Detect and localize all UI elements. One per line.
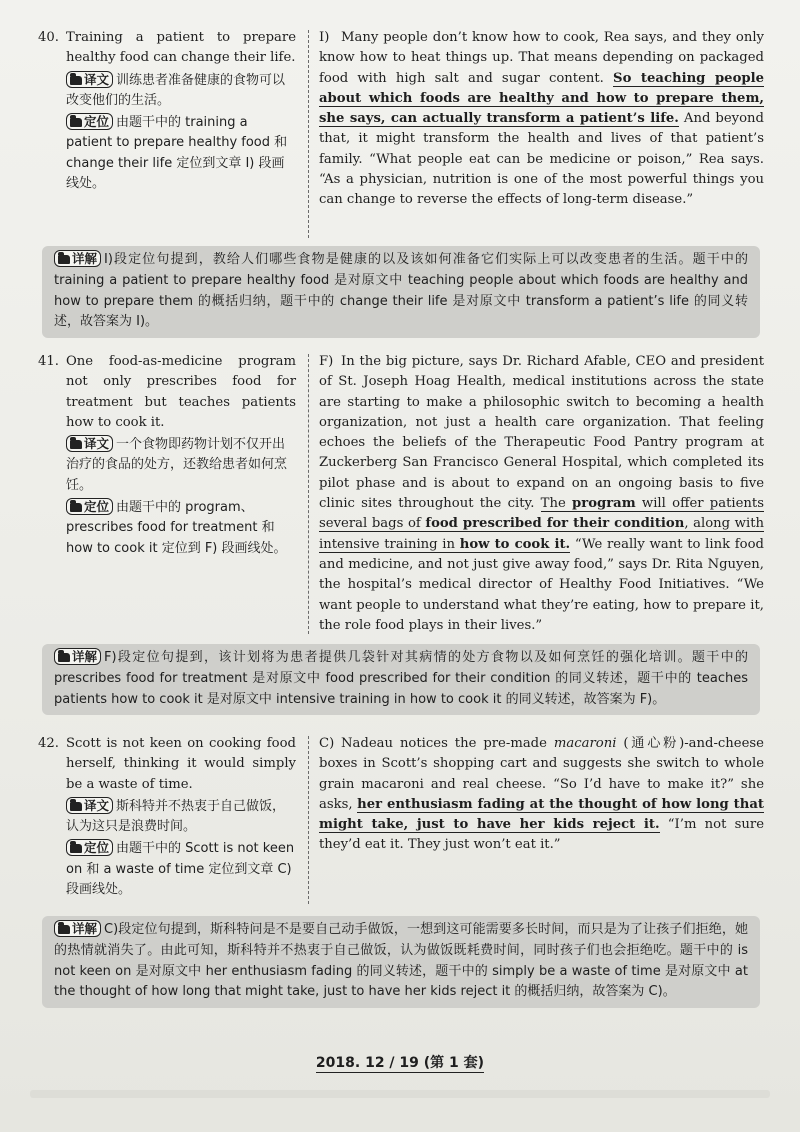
explanation-41: [42, 644, 760, 715]
underlined-sentence: her enthusiasm fading at the thought of how long that might take, just to have her kids reject it.: [319, 796, 764, 833]
question-42-block: [38, 734, 764, 904]
question-number: 42.: [38, 736, 59, 751]
folder-icon: [58, 255, 70, 264]
underlined-phrase: transform a patient’s life.: [486, 111, 679, 127]
explanation-tag: 详解: [54, 648, 101, 665]
locate-tag: 定位: [66, 498, 113, 515]
translation: [38, 435, 296, 496]
translation: [38, 71, 296, 112]
translation-text: 训练患者准备健康的食物可以改变他们的生活。: [66, 72, 286, 108]
folder-icon: [58, 653, 70, 662]
folder-icon: [70, 76, 82, 85]
passage-C: C) Nadeau notices the pre-made macaroni (通心粉)-and-cheese boxes in Scott’s shopping cart and suggests she switch to whole grain macaroni and real cheese. “So I’d have to make it?” she asks, her enthusiasm fading at the thought of how long that might take, just to have her kids reject it. “I’m not sure they’d eat it. They just won’t eat it.”: [319, 736, 764, 853]
page-footer: [0, 1052, 800, 1072]
locate: [38, 839, 296, 900]
translation-text: 斯科特并不热衷于自己做饭，认为这只是浪费时间。: [66, 798, 286, 835]
explanation-text: I)段定位句提到，教给人们哪些食物是健康的以及该如何准备它们实际上可以改变患者的生活。题干中的 training a patient to prepare healthy food 是对原文中 teaching people about which foods are healthy and how to prepare them 的概括归纳，题干中的 change their life 是对原文中 transform a patient’s life 的同义转述，故答案为 I)。: [54, 252, 748, 330]
translation-tag: 译文: [66, 71, 113, 88]
translation: [38, 797, 296, 838]
locate: [38, 498, 296, 559]
bottom-smudge: [30, 1090, 770, 1098]
paragraph-label: F): [319, 354, 334, 369]
explanation-tag: 详解: [54, 920, 101, 937]
question-41-left: [38, 352, 306, 634]
folder-icon: [58, 925, 70, 934]
dashed-divider: [308, 354, 309, 634]
question-40-left: [38, 28, 306, 238]
paragraph-label: I): [319, 30, 330, 45]
underlined-sentence: So teaching people about which foods are healthy and how to prepare them, she says, can actually: [319, 70, 764, 127]
question-text: Scott is not keen on cooking food herself, thinking it would simply be a waste of time.: [66, 736, 296, 792]
folder-icon: [70, 503, 82, 512]
question-42-left: [38, 734, 306, 904]
locate-text: 由题干中的 Scott is not keen on 和 a waste of time 定位到文章 C) 段画线处。: [66, 841, 295, 898]
translation-tag: 译文: [66, 797, 113, 814]
locate-text: 由题干中的 program、prescribes food for treatment 和 how to cook it 定位到 F) 段画线处。: [66, 500, 287, 556]
question-40-block: [38, 28, 764, 238]
paragraph-label: C): [319, 736, 335, 751]
question-number: 40.: [38, 30, 59, 45]
explanation-40: [42, 246, 760, 338]
folder-icon: [70, 844, 82, 853]
folder-icon: [70, 118, 82, 127]
dashed-divider: [308, 30, 309, 238]
passage-I: I) Many people don’t know how to cook, Rea says, and they only know how to heat things up. That means depending on packaged food with high salt and sugar content. So teaching people about which foods are healthy and how to prepare them, she says, can actually transform a patient’s life. And beyond that, it might transform the health and lives of that patient’s family. “What people eat can be medicine or poison,” Rea says. “As a physician, nutrition is one of the most powerful things you can change to reverse the effects of long-term disease.”: [319, 30, 764, 208]
folder-icon: [70, 802, 82, 811]
footer-text: 2018. 12 / 19 (第 1 套): [315, 1055, 485, 1071]
locate-text: 由题干中的 training a patient to prepare healthy food 和 change their life 定位到文章 I) 段画线处。: [66, 115, 288, 192]
explanation-text: F)段定位句提到，该计划将为患者提供几袋针对其病情的处方食物以及如何烹饪的强化培训。题干中的 prescribes food for treatment 是对原文中 food prescribed for their condition 的同义转述，题干中的 teaches patients how to cook it 是对原文中 intensive training in how to cook it 的同义转述，故答案为 F)。: [54, 650, 748, 707]
locate-tag: 定位: [66, 839, 113, 856]
question-text: Training a patient to prepare healthy food can change their life.: [66, 30, 296, 66]
underlined-sentence: The program will offer patients several bags of food prescribed for their condition, along with intensive training in how to cook it.: [319, 496, 764, 552]
translation-text: 一个食物即药物计划不仅开出治疗的食品的处方，还教给患者如何烹饪。: [66, 437, 288, 493]
folder-icon: [70, 440, 82, 449]
translation-tag: 译文: [66, 435, 113, 452]
question-number: 41.: [38, 354, 59, 369]
explanation-42: [42, 916, 760, 1008]
question-41-block: [38, 352, 764, 634]
locate: [38, 113, 296, 194]
dashed-divider: [308, 736, 309, 904]
explanation-tag: 详解: [54, 250, 101, 267]
explanation-text: C)段定位句提到，斯科特问是不是要自己动手做饭，一想到这可能需要多长时间，而只是为了让孩子们拒绝，她的热情就消失了。由此可知，斯科特并不热衷于自己做饭，认为做饭既耗费时间，同时孩子们也会拒绝吃。题干中的 is not keen on 是对原文中 her enthusiasm fading 的同义转述，题干中的 simply be a waste of time 是对原文中 at the thought of how long that might take, just to have her kids reject it 的概括归纳，故答案为 C)。: [54, 922, 748, 1000]
question-text: One food-as-medicine program not only prescribes food for treatment but teaches patients how to cook it.: [66, 354, 296, 430]
locate-tag: 定位: [66, 113, 113, 130]
passage-F: F) In the big picture, says Dr. Richard Afable, CEO and president of St. Joseph Hoag Health, medical institutions across the state are starting to make a philosophic switch to becoming a health organization, not just a health care organization. That feeling echoes the beliefs of the Therapeutic Food Pantry program at Zuckerberg San Francisco General Hospital, which completed its pilot phase and is about to expand on an ongoing basis to five clinic sites throughout the city. The program will offer patients several bags of food prescribed for their condition, along with intensive training in how to cook it. “We really want to link food and medicine, and not just give away food,” says Dr. Rita Nguyen, the hospital’s medical director of Healthy Food Initiatives. “We want people to understand what they’re eating, how to prepare it, the role food plays in their lives.”: [319, 354, 764, 633]
